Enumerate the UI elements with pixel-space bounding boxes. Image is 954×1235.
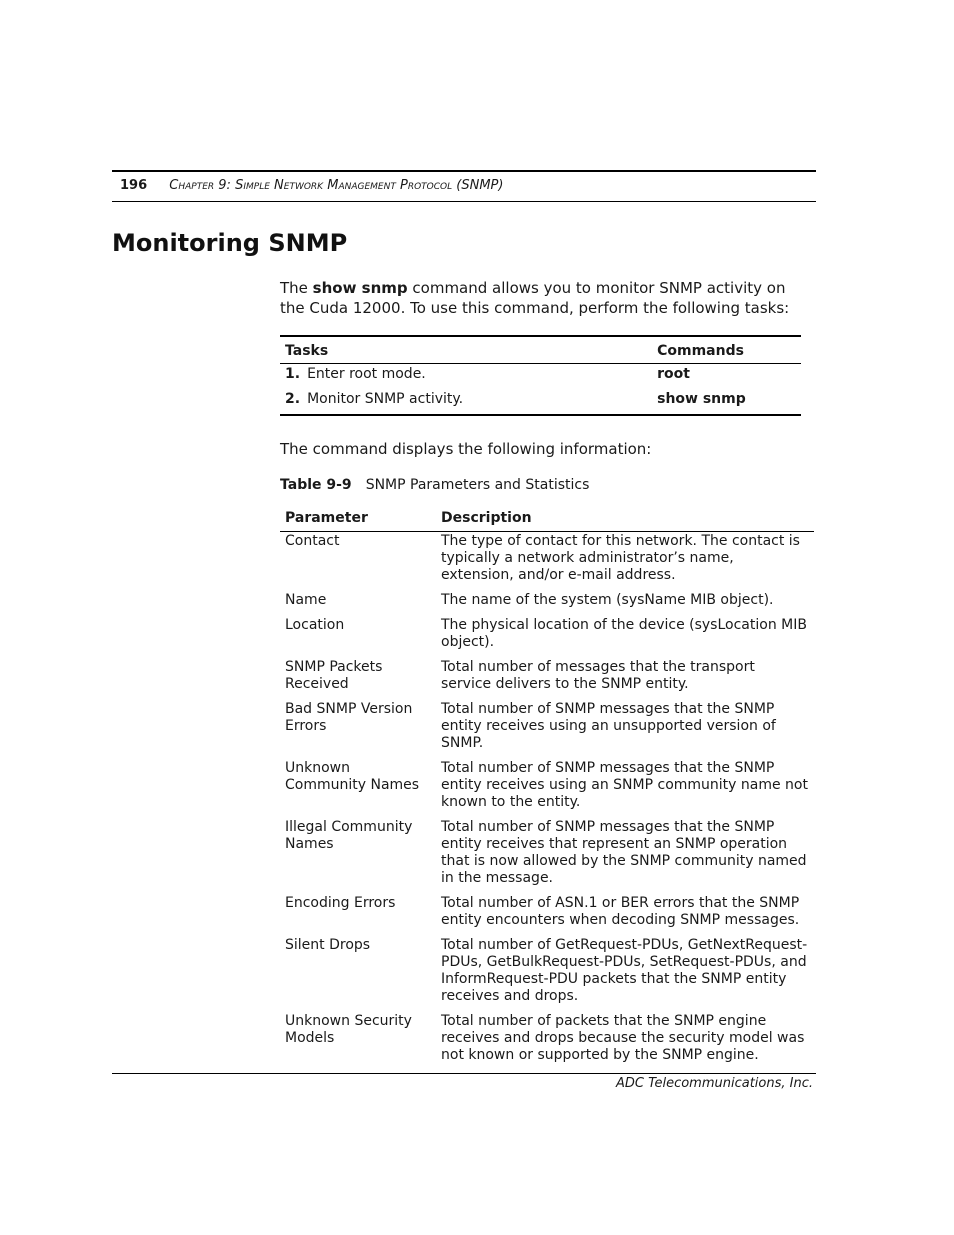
parameter-name: Illegal Community Names [285,819,413,852]
footer-rule [112,1073,816,1074]
table-row [280,364,801,390]
chapter-rest: hapter 9: [178,178,236,193]
table-row [280,1012,814,1071]
param-header-row [280,507,814,532]
task-number: 2. [285,391,301,407]
intro-after: command allows you to monitor SNMP activity on the Cuda 12000. To use this command, perform the following tasks: [280,279,790,317]
section-title: Monitoring SNMP [112,229,348,257]
parameter-description: The name of the system (sysName MIB object). [441,592,774,608]
header-top-rule [112,170,816,172]
task-command: show snmp [657,391,746,407]
table-row [280,616,814,658]
chapter-prefix: C [169,178,179,193]
table-row [280,389,801,415]
parameter-col-header: Parameter [280,507,436,532]
parameter-name: Location [285,617,345,633]
parameter-description: Total number of ASN.1 or BER errors that the SNMP entity encounters when decoding SNMP messages. [441,895,800,928]
parameter-description: Total number of GetRequest-PDUs, GetNextRequest-PDUs, GetBulkRequest-PDUs, SetRequest-PDUs, and InformRequest-PDU packets that the SNMP entity receives and drops. [441,937,808,1004]
intro-before: The [280,279,313,297]
summary-text: The command displays the following information: [280,440,652,458]
chapter-part: rotocol [407,178,453,193]
parameter-description: Total number of SNMP messages that the SNMP entity receives that represent an SNMP operation that is now allowed by the SNMP community named in the message. [441,819,807,886]
table-row [280,700,814,759]
parameter-description: Total number of messages that the transport service delivers to the SNMP entity. [441,659,755,692]
parameter-name: Silent Drops [285,937,371,953]
running-header [120,178,503,193]
tasks-col-header: Tasks [280,336,652,364]
header-bottom-rule [112,201,816,202]
parameter-name: Bad SNMP Version Errors [285,701,413,734]
table-caption [280,477,589,493]
chapter-part: P [399,178,408,193]
task-text: Monitor SNMP activity. [307,391,464,407]
table-row [280,591,814,616]
parameter-description: The physical location of the device (sysLocation MIB object). [441,617,807,650]
task-number: 1. [285,366,301,382]
chapter-part: etwork [283,178,328,193]
intro-paragraph [280,278,800,318]
tasks-header-row [280,336,801,364]
parameter-name: Unknown Community Names [285,760,420,793]
parameter-name: SNMP Packets Received [285,659,383,692]
parameter-name: Contact [285,533,340,549]
table-row [280,658,814,700]
parameter-name: Encoding Errors [285,895,396,911]
caption-label: Table 9-9 [280,477,352,493]
footer-company: ADC Telecommunications, Inc. [616,1076,813,1091]
caption-text: SNMP Parameters and Statistics [365,477,590,493]
description-col-header: Description [436,507,814,532]
chapter-part: imple [243,178,275,193]
parameter-description: Total number of SNMP messages that the SNMP entity receives using an unsupported version of SNMP. [441,701,776,751]
task-command: root [657,366,690,382]
table-row [280,936,814,1012]
tasks-table [280,335,801,416]
page-number: 196 [120,178,148,193]
chapter-title [169,178,503,193]
parameter-name: Name [285,592,327,608]
chapter-part: anagement [338,178,400,193]
chapter-part: S [235,178,244,193]
parameter-description: The type of contact for this network. The contact is typically a network administrator’s name, extension, and/or e-mail address. [441,533,800,583]
chapter-part: N [274,178,284,193]
parameter-description: Total number of SNMP messages that the SNMP entity receives using an SNMP community name not known to the entity. [441,760,808,810]
chapter-part: M [327,178,339,193]
parameters-table [280,507,814,1071]
intro-command: show snmp [312,279,408,297]
table-row [280,759,814,818]
chapter-part: (SNMP) [452,178,504,193]
commands-col-header: Commands [652,336,801,364]
table-row [280,532,814,592]
task-text: Enter root mode. [307,366,426,382]
table-row [280,818,814,894]
parameter-description: Total number of packets that the SNMP engine receives and drops because the security model was not known or supported by the SNMP engine. [441,1013,805,1063]
parameter-name: Unknown Security Models [285,1013,412,1046]
table-row [280,894,814,936]
